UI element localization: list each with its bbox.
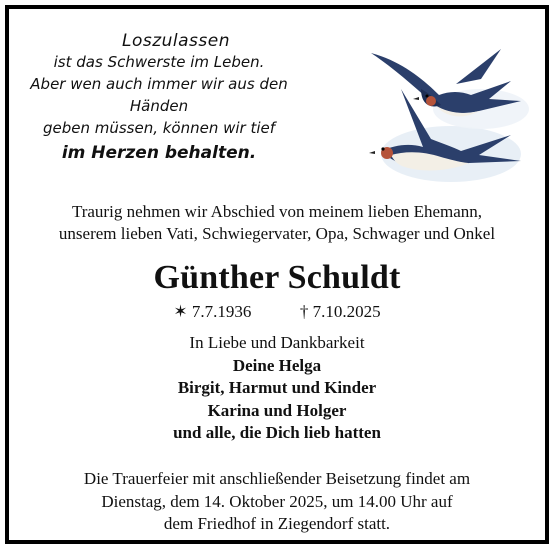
intro-text <box>9 201 545 245</box>
birth-star-icon: ✶ <box>173 302 188 321</box>
poem <box>9 31 309 165</box>
mourners-intro: In Liebe und Dankbarkeit <box>189 333 365 352</box>
funeral-info <box>9 468 545 536</box>
poem-line-3: Aber wen auch immer wir aus den Händen <box>30 75 288 115</box>
poem-line-4: geben müssen, können wir tief <box>42 119 276 137</box>
deceased-name: Günther Schuldt <box>153 259 401 296</box>
funeral-line-3: dem Friedhof in Ziegendorf statt. <box>163 514 391 533</box>
mourners <box>9 332 545 445</box>
obituary-notice <box>5 5 549 544</box>
mourner-line: und alle, die Dich lieb hatten <box>173 423 381 442</box>
mourner-line: Deine Helga <box>232 355 322 375</box>
swallow-upper <box>371 49 521 116</box>
death-date: 7.10.2025 <box>312 302 381 321</box>
mourner-line: Birgit, Harmut und Kinder <box>177 378 377 397</box>
mourner-line: Karina und Holger <box>207 400 347 420</box>
birth-date: 7.7.1936 <box>191 302 252 321</box>
funeral-line-1: Die Trauerfeier mit anschließender Beisetzung findet am <box>83 469 471 488</box>
swallows-icon <box>361 39 531 199</box>
poem-line-5: im Herzen behalten. <box>61 143 257 163</box>
intro-line-2: unserem lieben Vati, Schwiegervater, Opa, Schwager und Onkel <box>58 224 496 243</box>
intro-line-1: Traurig nehmen wir Abschied von meinem lieben Ehemann, <box>71 202 483 221</box>
life-dates <box>9 301 545 323</box>
death-cross-icon: † <box>299 302 309 321</box>
poem-line-1: Loszulassen <box>121 31 230 51</box>
funeral-line-2: Dienstag, dem 14. Oktober 2025, um 14.00 Uhr auf <box>101 491 453 511</box>
poem-line-2: ist das Schwerste im Leben. <box>53 53 265 71</box>
